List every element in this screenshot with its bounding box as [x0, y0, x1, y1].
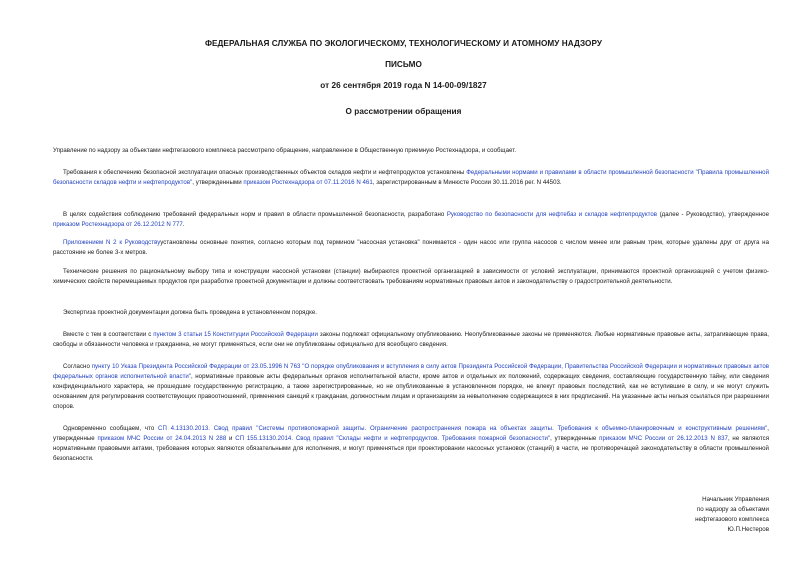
signature-position-line1: Начальник Управления [702, 496, 769, 503]
link-sp-4-13130[interactable]: СП 4.13130.2013. Свод правил "Системы противопожарной защиты. Ограничение распространения пожара на объектах защиты. Требования к объемно-планировочным и конструктивным решениям" [158, 425, 768, 432]
paragraph-technical-solutions: Технические решения по рациональному выбору типа и конструкции насосной установки (станции) выбираются проектной организацией в зависимости от условий эксплуатации, принимаются проектной организацией с учетом физико-химических свойств перемещаемых продуктов при разработке проектной документации и должны соответствовать требованиям нормативных правовых актов и законодательству о градостроительной деятельности. [53, 268, 769, 285]
link-safety-guide[interactable]: Руководство по безопасности для нефтебаз и складов нефтепродуктов [446, 211, 658, 218]
paragraph-decree: Согласно пункту 10 Указа Президента Российской Федерации от 23.05.1996 N 763 "О порядке опубликования и вступления в силу актов Президента Российской Федерации, Правительства Российской Федерации и нормативных правовых актов федеральных органов исполнительной власти", нормативные правовые акты федеральных органов исполнительной власти, кроме актов и отдельных их положений, содержащих сведения, составляющие государственную тайну, или сведения конфиденциального характера, не прошедшие государственную регистрацию, а также зарегистрированные, но не опубликованные в установленном порядке, не влекут правовых последствий, как не вступившие в силу, и не могут служить основанием для регулирования соответствующих правоотношений, применения санкций к гражданам, должностным лицам и организациям за невыполнение содержащихся в них предписаний. На указанные акты нельзя ссылаться при разрешении споров. [53, 363, 770, 410]
link-decree-763[interactable]: пункту 10 Указа Президента Российской Федерации от 23.05.1996 N 763 "О порядке опубликования и вступления в силу актов Президента Российской Федерации, Правительства Российской Федерации и нормативных правовых актов федеральных органов исполнительной власти" [53, 363, 770, 380]
document-subject: О рассмотрении обращения [345, 107, 462, 116]
paragraph-constitution: Вместе с тем в соответствии с пунктом 3 статьи 15 Конституции Российской Федерации законы подлежат официальному опубликованию. Неопубликованные законы не применяются. Любые нормативные правовые акты, затрагивающие права, свободы и обязанности человека и гражданина, не могут применяться, если они не опубликованы официально для всеобщего сведения. [53, 331, 769, 348]
paragraph-fire-rules: Одновременно сообщаем, что СП 4.13130.2013. Свод правил "Системы противопожарной защиты. Ограничение распространения пожара на объектах защиты. Требования к объемно-планировочным и конструктивным решениям", утвержденные приказом МЧС России от 24.04.2013 N 288 и СП 155.13130.2014. Свод правил "Склады нефти и нефтепродуктов. Требования пожарной безопасности", утвержденные приказом МЧС России от 26.12.2013 N 837, не являются нормативными правовыми актами, требования которых являются обязательными для исполнения, и могут применяться при проектировании насосных установок (станций) в части, не противоречащей законодательству в области промышленной безопасности. [53, 425, 770, 462]
paragraph-guide: В целях содействия соблюдению требований федеральных норм и правил в области промышленной безопасности, разработано Руководство по безопасности для нефтебаз и складов нефтепродуктов (далее - Руководство), утвержденное приказом Ростехнадзора от 26.12.2012 N 777. [53, 211, 769, 228]
link-sp-155-13130[interactable]: СП 155.13130.2014. Свод правил "Склады нефти и нефтепродуктов. Требования пожарной безопасности" [235, 434, 551, 442]
link-order-777[interactable]: приказом Ростехнадзора от 26.12.2012 N 777 [53, 220, 183, 228]
paragraph-appendix: Приложением N 2 к Руководствуустановлены основные понятия, согласно которым под термином "насосная установка" понимается - один насос или группа насосов с числом менее или равным трем, которые удалены друг от друга на расстояние не более 3-х метров. [53, 239, 769, 256]
document-type: ПИСЬМО [385, 60, 422, 69]
link-constitution-art15[interactable]: пунктом 3 статьи 15 Конституции Российской Федерации [153, 331, 318, 338]
link-order-461[interactable]: приказом Ростехнадзора от 07.11.2016 N 461 [243, 178, 373, 186]
signature-position-line2: по надзору за объектами [696, 506, 769, 513]
agency-title: ФЕДЕРАЛЬНАЯ СЛУЖБА ПО ЭКОЛОГИЧЕСКОМУ, ТЕХНОЛОГИЧЕСКОМУ И АТОМНОМУ НАДЗОРУ [205, 39, 602, 48]
document-date-number: от 26 сентября 2019 года N 14-00-09/1827 [320, 81, 487, 90]
signature-position-line3: нефтегазового комплекса [695, 516, 769, 523]
paragraph-expertise: Экспертиза проектной документации должна быть проведена в установленном порядке. [63, 309, 317, 316]
signature-name: Ю.П.Нестеров [727, 526, 769, 533]
link-order-288[interactable]: приказом МЧС России от 24.04.2013 N 288 [97, 434, 227, 442]
paragraph-requirements: Требования к обеспечению безопасной эксплуатации опасных производственных объектов складов нефти и нефтепродуктов установлены Федеральными нормами и правилами в области промышленной безопасности "Правила промышленной безопасности складов нефти и нефтепродуктов", утвержденными приказом Ростехнадзора от 07.11.2016 N 461, зарегистрированным в Минюсте России 30.11.2016 рег. N 44503. [53, 169, 770, 186]
paragraph-intro: Управление по надзору за объектами нефтегазового комплекса рассмотрело обращение, направленное в Общественную приемную Ростехнадзора, и сообщает. [53, 147, 517, 154]
link-order-837[interactable]: приказом МЧС России от 26.12.2013 N 837 [599, 434, 728, 442]
link-appendix-2[interactable]: Приложением N 2 к Руководству [63, 239, 161, 246]
link-federal-norms[interactable]: Федеральными нормами и правилами в области промышленной безопасности "Правила промышленной безопасности складов нефти и нефтепродуктов" [53, 169, 770, 186]
